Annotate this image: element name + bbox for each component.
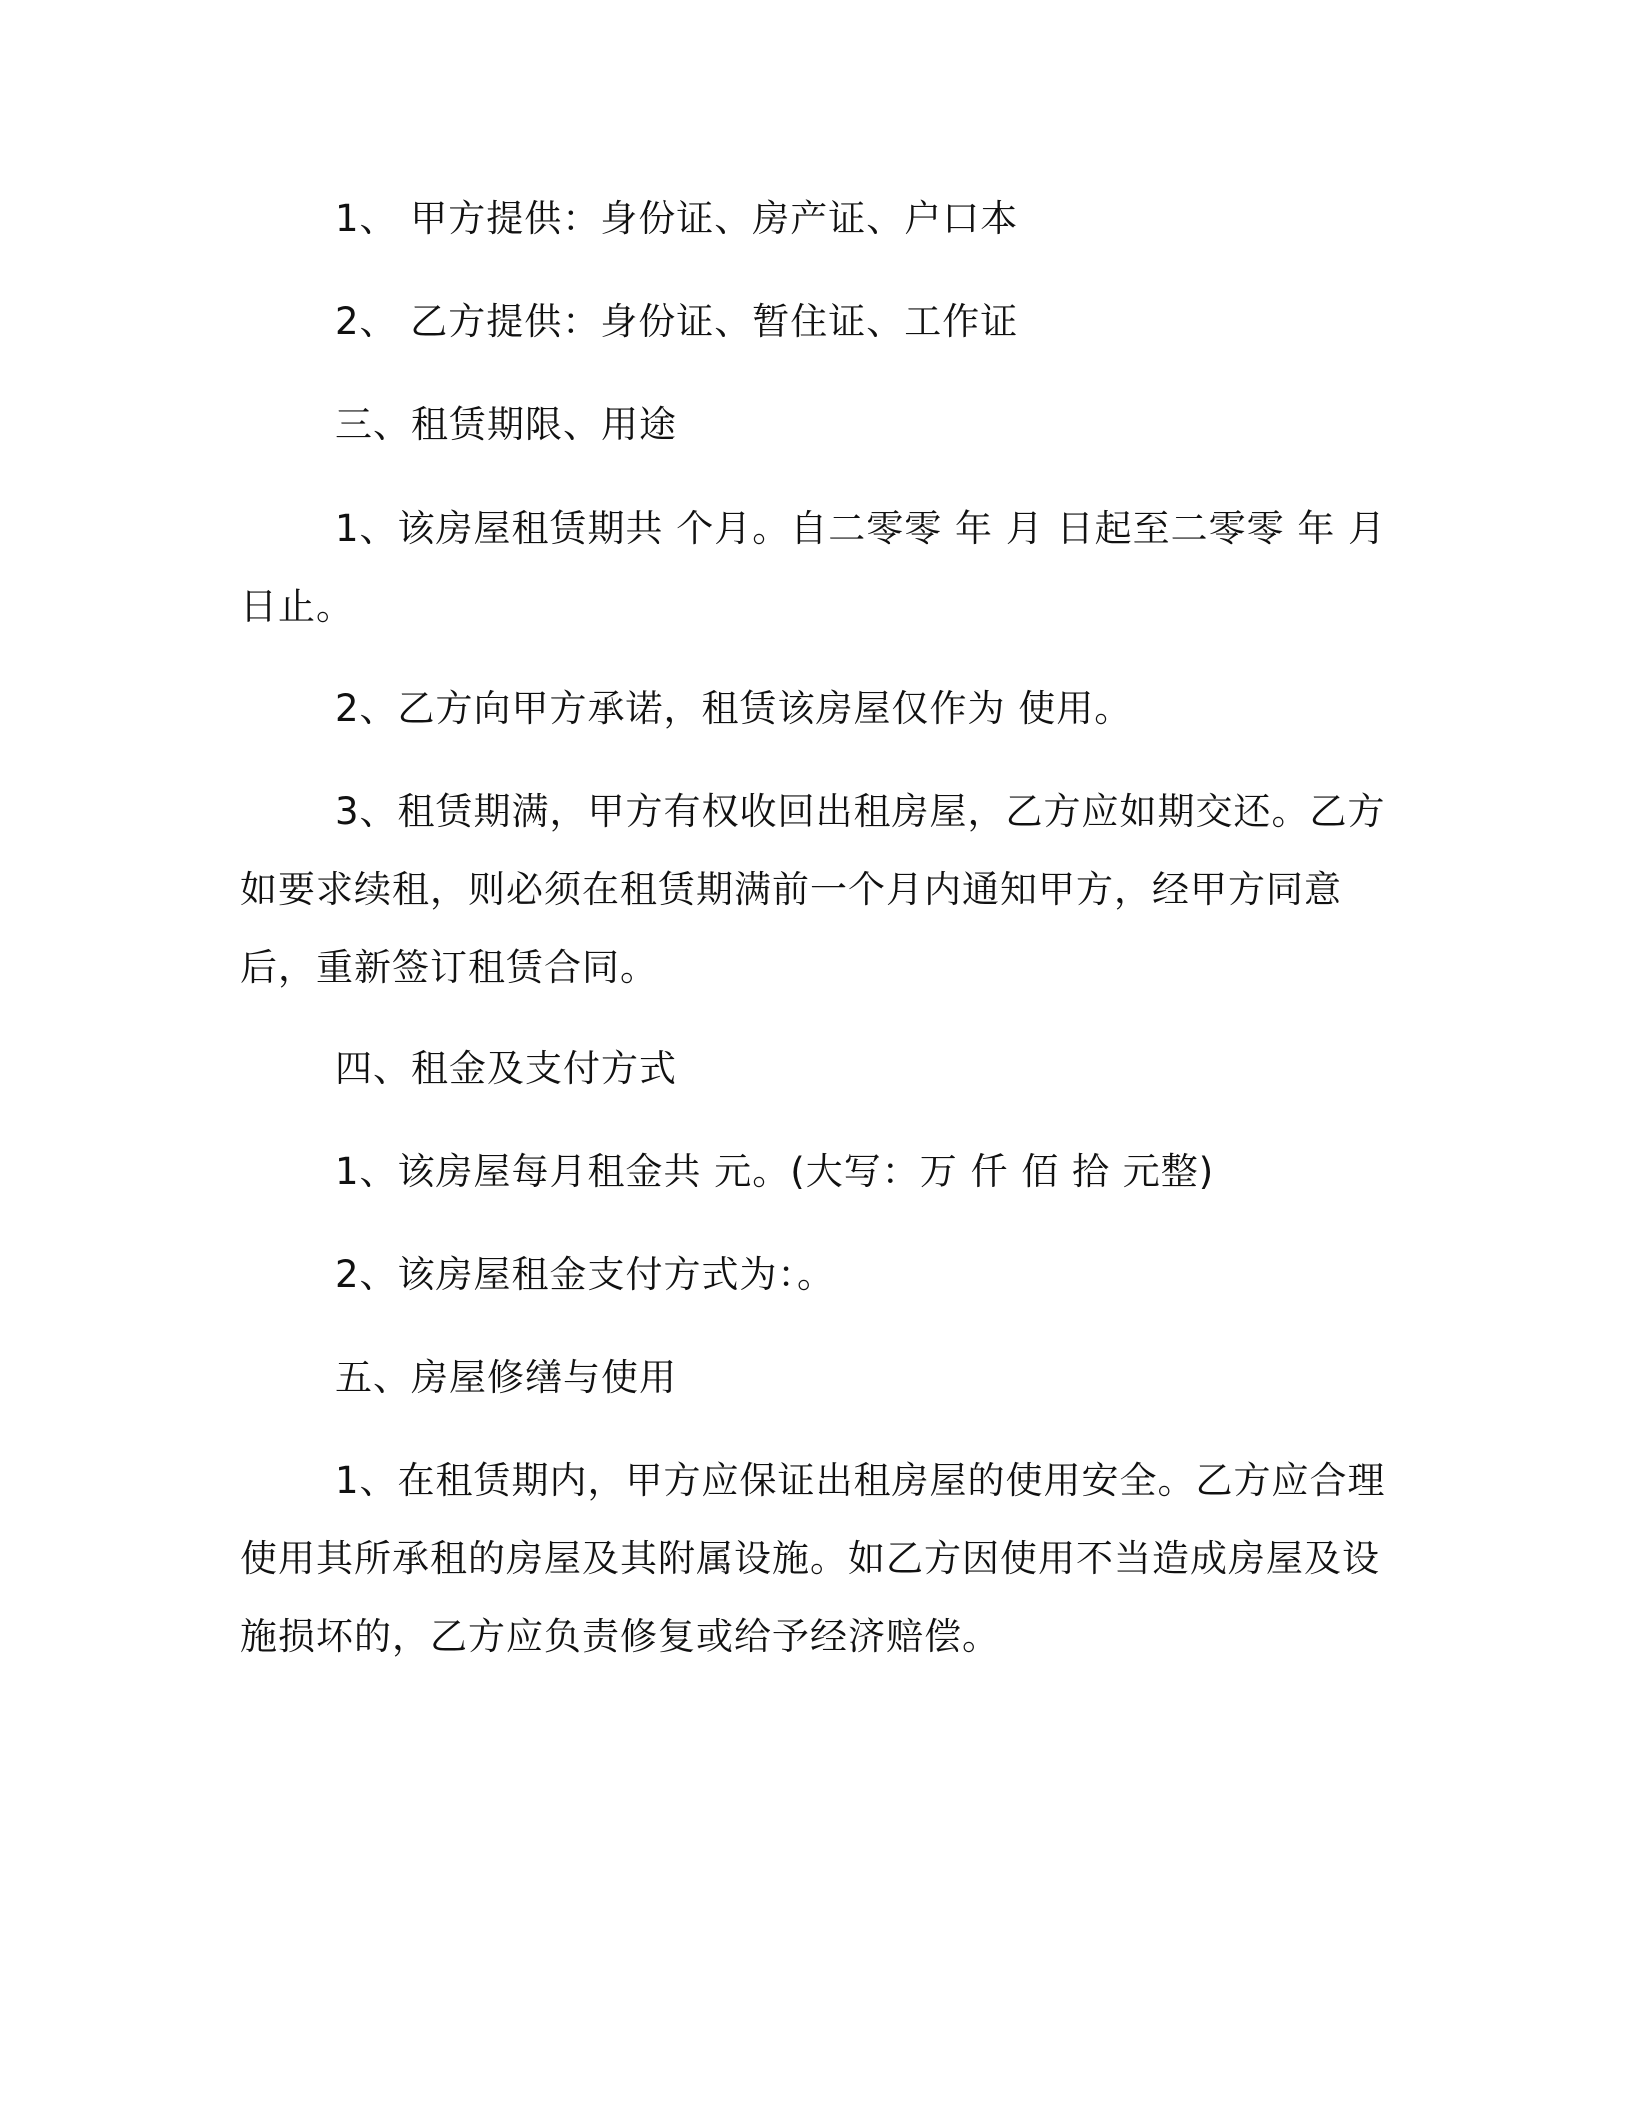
section-heading-rent-payment: 四、租金及支付方式 <box>335 1047 677 1090</box>
paragraph-payment-method: 2、该房屋租金支付方式为：。 <box>335 1253 836 1296</box>
section-heading-repair-use: 五、房屋修缮与使用 <box>335 1356 677 1399</box>
paragraph-party-b-documents: 2、 乙方提供：身份证、暂住证、工作证 <box>335 300 1019 343</box>
paragraph-monthly-rent: 1、该房屋每月租金共 元。(大写：万 仟 佰 拾 元整) <box>335 1150 1215 1193</box>
paragraph-usage-commitment: 2、乙方向甲方承诺，租赁该房屋仅作为 使用。 <box>335 687 1133 730</box>
paragraph-safety-and-repair: 1、在租赁期内，甲方应保证出租房屋的使用安全。乙方应合理使用其所承租的房屋及其附属设施。如乙方因使用不当造成房屋及设施损坏的，乙方应负责修复或给予经济赔偿。 <box>240 1459 1386 1658</box>
paragraph-party-a-documents: 1、 甲方提供：身份证、房产证、户口本 <box>335 197 1019 240</box>
paragraph-lease-expiry: 3、租赁期满，甲方有权收回出租房屋，乙方应如期交还。乙方如要求续租，则必须在租赁期满前一个月内通知甲方，经甲方同意后，重新签订租赁合同。 <box>240 790 1386 989</box>
section-heading-lease-term: 三、租赁期限、用途 <box>335 403 677 446</box>
paragraph-lease-period: 1、该房屋租赁期共 个月。自二零零 年 月 日起至二零零 年 月 日止。 <box>240 507 1387 628</box>
